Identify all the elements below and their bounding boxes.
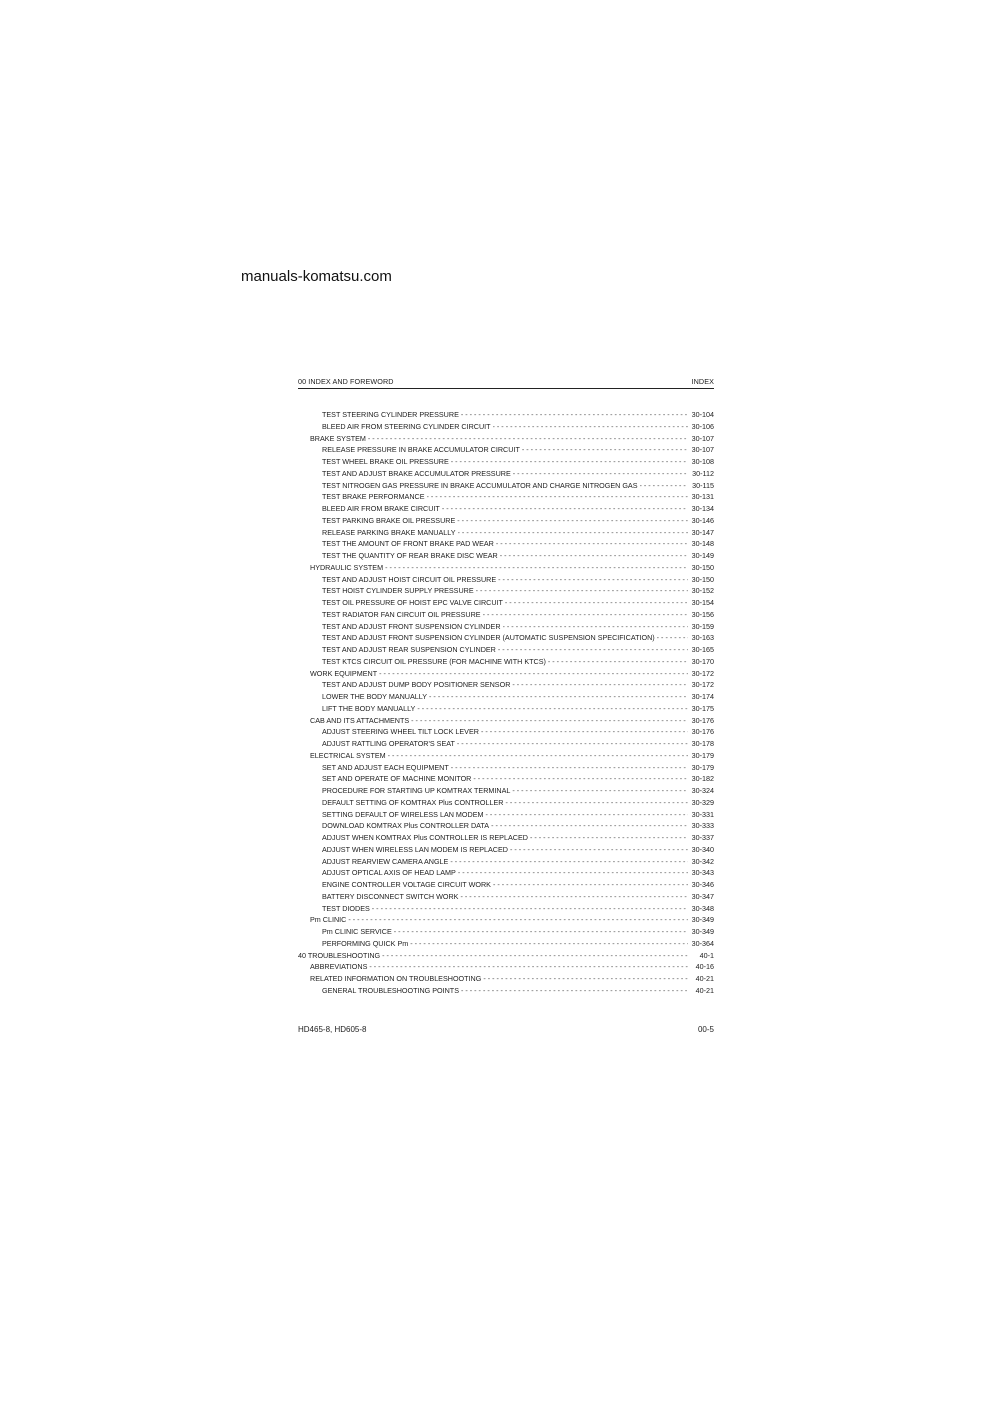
toc-entry[interactable] xyxy=(298,809,714,821)
toc-entry[interactable] xyxy=(298,762,714,774)
toc-leader-dots xyxy=(461,985,688,997)
header-index-label: INDEX xyxy=(691,377,714,386)
toc-entry[interactable] xyxy=(298,456,714,468)
toc-leader-dots xyxy=(505,597,688,609)
toc-leader-dots xyxy=(522,444,688,456)
toc-leader-dots xyxy=(481,726,688,738)
toc-entry-page: 30-112 xyxy=(692,468,714,478)
toc-entry-page: 30-349 xyxy=(691,915,714,925)
toc-entry[interactable] xyxy=(298,468,714,480)
toc-leader-dots xyxy=(457,515,688,527)
toc-entry[interactable] xyxy=(298,844,714,856)
toc-entry-page: 30-172 xyxy=(691,680,714,690)
toc-entry-title: TEST PARKING BRAKE OIL PRESSURE xyxy=(322,515,456,525)
toc-leader-dots xyxy=(503,621,688,633)
toc-leader-dots xyxy=(512,785,688,797)
toc-leader-dots xyxy=(394,926,688,938)
toc-entry[interactable] xyxy=(298,679,714,691)
toc-leader-dots xyxy=(510,844,688,856)
toc-entry[interactable] xyxy=(298,797,714,809)
toc-entry[interactable] xyxy=(298,785,714,797)
toc-entry[interactable] xyxy=(298,609,714,621)
watermark-text: manuals-komatsu.com xyxy=(241,268,392,285)
toc-entry-page: 30-159 xyxy=(691,621,714,631)
toc-entry[interactable] xyxy=(298,903,714,915)
toc-leader-dots xyxy=(372,903,688,915)
toc-entry-page: 30-342 xyxy=(691,856,714,866)
toc-leader-dots xyxy=(473,773,688,785)
toc-entry[interactable] xyxy=(298,409,714,421)
toc-entry-title: ADJUST STEERING WHEEL TILT LOCK LEVER xyxy=(322,727,479,737)
toc-entry-title: WORK EQUIPMENT xyxy=(310,668,378,678)
toc-entry-page: 30-165 xyxy=(691,645,714,654)
toc-entry-page: 40-21 xyxy=(695,985,714,995)
toc-entry-page: 30-182 xyxy=(691,774,714,784)
toc-leader-dots xyxy=(498,644,688,656)
toc-entry[interactable] xyxy=(298,585,714,597)
toc-entry-title: TEST AND ADJUST BRAKE ACCUMULATOR PRESSURE xyxy=(322,468,511,478)
toc-entry[interactable] xyxy=(298,550,714,562)
toc-entry[interactable] xyxy=(298,914,714,926)
toc-entry-title: RELEASE PRESSURE IN BRAKE ACCUMULATOR CIRCUIT xyxy=(322,445,520,455)
toc-leader-dots xyxy=(379,668,688,680)
toc-leader-dots xyxy=(491,820,688,832)
header-section-title: 00 INDEX AND FOREWORD xyxy=(298,377,394,386)
toc-entry-page: 30-148 xyxy=(691,539,714,549)
toc-entry-title: BLEED AIR FROM BRAKE CIRCUIT xyxy=(322,504,440,513)
toc-entry-title: TEST RADIATOR FAN CIRCUIT OIL PRESSURE xyxy=(322,609,481,619)
toc-entry-title: GENERAL TROUBLESHOOTING POINTS xyxy=(322,985,459,995)
toc-entry-page: 40-16 xyxy=(695,962,714,972)
toc-entry[interactable] xyxy=(298,491,714,503)
toc-entry-title: RELATED INFORMATION ON TROUBLESHOOTING xyxy=(310,974,482,983)
toc-entry[interactable] xyxy=(298,856,714,868)
toc-entry-page: 30-146 xyxy=(691,515,714,525)
toc-entry-page: 30-176 xyxy=(691,727,714,737)
toc-entry-title: Pm CLINIC xyxy=(310,915,347,925)
toc-entry-title: ADJUST REARVIEW CAMERA ANGLE xyxy=(322,856,449,866)
toc-entry-page: 40-1 xyxy=(699,950,714,960)
toc-entry[interactable] xyxy=(298,527,714,539)
toc-entry-page: 30-343 xyxy=(691,868,714,878)
toc-leader-dots xyxy=(458,527,688,539)
toc-entry-title: TEST AND ADJUST DUMP BODY POSITIONER SENSOR xyxy=(322,680,511,690)
toc-entry-page: 30-152 xyxy=(691,586,714,596)
toc-entry-title: DEFAULT SETTING OF KOMTRAX Plus CONTROLLER xyxy=(322,797,504,807)
table-of-contents xyxy=(298,409,714,997)
toc-entry-page: 30-179 xyxy=(691,762,714,772)
toc-leader-dots xyxy=(496,538,688,550)
toc-entry-page: 30-150 xyxy=(691,562,714,572)
toc-entry-page: 30-331 xyxy=(691,809,714,819)
toc-entry-page: 30-364 xyxy=(691,938,714,948)
toc-entry-title: ABBREVIATIONS xyxy=(310,962,368,972)
toc-leader-dots xyxy=(451,456,688,468)
toc-entry[interactable] xyxy=(298,691,714,703)
toc-entry-title: ADJUST RATTLING OPERATOR'S SEAT xyxy=(322,739,455,748)
toc-entry[interactable] xyxy=(298,715,714,727)
toc-leader-dots xyxy=(427,491,688,503)
toc-leader-dots xyxy=(460,891,688,903)
toc-entry[interactable] xyxy=(298,668,714,680)
toc-leader-dots xyxy=(461,409,688,421)
toc-entry[interactable] xyxy=(298,879,714,891)
toc-entry-page: 30-178 xyxy=(691,739,714,748)
toc-entry-page: 30-108 xyxy=(691,457,714,466)
toc-entry-title: TEST AND ADJUST REAR SUSPENSION CYLINDER xyxy=(322,645,496,654)
toc-entry-title: BATTERY DISCONNECT SWITCH WORK xyxy=(322,891,459,901)
toc-entry-page: 30-324 xyxy=(691,786,714,795)
toc-entry[interactable] xyxy=(298,726,714,738)
toc-leader-dots xyxy=(476,585,688,597)
footer-model-label: HD465-8, HD605-8 xyxy=(298,1025,367,1034)
toc-entry[interactable] xyxy=(298,597,714,609)
toc-leader-dots xyxy=(485,809,688,821)
toc-leader-dots xyxy=(458,867,688,879)
toc-entry[interactable] xyxy=(298,950,714,962)
toc-entry-page: 30-106 xyxy=(691,421,714,431)
toc-entry-title: TEST BRAKE PERFORMANCE xyxy=(322,492,425,502)
toc-entry-title: TEST AND ADJUST FRONT SUSPENSION CYLINDER (AUTOMATIC SUSPENSION SPECIFICATION) xyxy=(322,633,655,643)
toc-entry-page: 30-115 xyxy=(692,480,714,490)
toc-entry[interactable] xyxy=(298,738,714,750)
toc-entry-title: SET AND ADJUST EACH EQUIPMENT xyxy=(322,762,449,772)
toc-entry[interactable] xyxy=(298,480,714,492)
toc-entry-title: TEST OIL PRESSURE OF HOIST EPC VALVE CIRCUIT xyxy=(322,598,503,607)
toc-entry-title: LIFT THE BODY MANUALLY xyxy=(322,703,416,713)
toc-entry-page: 30-340 xyxy=(691,844,714,854)
toc-entry[interactable] xyxy=(298,562,714,574)
toc-entry-page: 30-134 xyxy=(691,504,714,513)
toc-leader-dots xyxy=(368,433,688,445)
toc-entry-page: 30-154 xyxy=(691,598,714,607)
toc-leader-dots xyxy=(429,691,688,703)
toc-leader-dots xyxy=(442,503,688,515)
toc-entry[interactable] xyxy=(298,632,714,644)
toc-entry[interactable] xyxy=(298,433,714,445)
toc-entry[interactable] xyxy=(298,985,714,997)
toc-entry-page: 30-147 xyxy=(691,527,714,537)
page-header xyxy=(298,377,714,389)
toc-leader-dots xyxy=(640,480,688,492)
toc-leader-dots xyxy=(385,562,688,574)
toc-entry-title: ADJUST WHEN KOMTRAX Plus CONTROLLER IS REPLACED xyxy=(322,833,528,842)
toc-entry[interactable] xyxy=(298,832,714,844)
toc-entry-page: 30-333 xyxy=(691,821,714,831)
toc-leader-dots xyxy=(498,574,688,586)
toc-entry-title: RELEASE PARKING BRAKE MANUALLY xyxy=(322,527,456,537)
toc-entry-page: 30-176 xyxy=(691,715,714,725)
toc-entry-title: TEST DIODES xyxy=(322,903,370,913)
toc-leader-dots xyxy=(513,468,688,480)
toc-entry[interactable] xyxy=(298,926,714,938)
toc-entry-title: ADJUST WHEN WIRELESS LAN MODEM IS REPLACED xyxy=(322,844,508,854)
toc-entry-title: TEST WHEEL BRAKE OIL PRESSURE xyxy=(322,457,449,466)
toc-entry-title: Pm CLINIC SERVICE xyxy=(322,927,392,936)
toc-entry[interactable] xyxy=(298,973,714,985)
toc-leader-dots xyxy=(493,421,688,433)
toc-leader-dots xyxy=(512,679,688,691)
page-footer xyxy=(298,1025,714,1034)
toc-leader-dots xyxy=(493,879,688,891)
toc-entry[interactable] xyxy=(298,538,714,550)
toc-entry[interactable] xyxy=(298,938,714,950)
toc-entry-page: 30-349 xyxy=(691,927,714,936)
toc-entry-page: 30-346 xyxy=(691,880,714,889)
toc-leader-dots xyxy=(450,856,688,868)
toc-entry-title: TEST THE QUANTITY OF REAR BRAKE DISC WEAR xyxy=(322,551,498,560)
toc-entry-title: TEST NITROGEN GAS PRESSURE IN BRAKE ACCUMULATOR AND CHARGE NITROGEN GAS xyxy=(322,480,638,490)
toc-entry-title: ELECTRICAL SYSTEM xyxy=(310,750,386,760)
toc-entry-page: 30-174 xyxy=(691,692,714,701)
toc-leader-dots xyxy=(451,762,688,774)
toc-entry[interactable] xyxy=(298,820,714,832)
toc-leader-dots xyxy=(548,656,688,668)
toc-entry[interactable] xyxy=(298,503,714,515)
toc-leader-dots xyxy=(417,703,688,715)
toc-entry-title: SET AND OPERATE OF MACHINE MONITOR xyxy=(322,774,472,784)
toc-leader-dots xyxy=(457,738,688,750)
toc-entry-page: 30-149 xyxy=(691,551,714,560)
toc-entry-page: 30-150 xyxy=(691,574,714,584)
toc-entry-title: PROCEDURE FOR STARTING UP KOMTRAX TERMINAL xyxy=(322,786,511,795)
toc-entry[interactable] xyxy=(298,421,714,433)
toc-entry-title: ADJUST OPTICAL AXIS OF HEAD LAMP xyxy=(322,868,456,878)
toc-entry-page: 30-347 xyxy=(691,891,714,901)
toc-entry-page: 30-156 xyxy=(691,609,714,619)
toc-entry[interactable] xyxy=(298,515,714,527)
toc-entry-page: 30-348 xyxy=(691,903,714,913)
toc-entry-page: 30-107 xyxy=(691,445,714,455)
toc-entry-title: HYDRAULIC SYSTEM xyxy=(310,562,384,572)
toc-entry-page: 40-21 xyxy=(695,974,714,983)
toc-leader-dots xyxy=(500,550,688,562)
toc-leader-dots xyxy=(411,715,688,727)
toc-entry-title: PERFORMING QUICK Pm xyxy=(322,938,409,948)
toc-entry-page: 30-337 xyxy=(691,833,714,842)
toc-entry[interactable] xyxy=(298,750,714,762)
toc-entry-page: 30-175 xyxy=(691,703,714,713)
toc-leader-dots xyxy=(382,950,688,962)
toc-leader-dots xyxy=(530,832,688,844)
toc-entry-title: DOWNLOAD KOMTRAX Plus CONTROLLER DATA xyxy=(322,821,490,831)
footer-page-number: 00-5 xyxy=(697,1025,714,1034)
toc-entry-title: CAB AND ITS ATTACHMENTS xyxy=(310,715,410,725)
toc-entry-title: ENGINE CONTROLLER VOLTAGE CIRCUIT WORK xyxy=(322,880,491,889)
toc-entry[interactable] xyxy=(298,444,714,456)
toc-entry-title: BRAKE SYSTEM xyxy=(310,433,366,443)
toc-entry-page: 30-329 xyxy=(691,797,714,807)
toc-entry[interactable] xyxy=(298,961,714,973)
toc-leader-dots xyxy=(369,961,688,973)
toc-entry-page: 30-179 xyxy=(691,750,714,760)
toc-entry-title: SETTING DEFAULT OF WIRELESS LAN MODEM xyxy=(322,809,484,819)
toc-leader-dots xyxy=(388,750,688,762)
toc-entry-page: 30-163 xyxy=(691,633,714,643)
toc-entry-page: 30-172 xyxy=(691,668,714,678)
toc-entry-page: 30-170 xyxy=(691,656,714,666)
toc-entry[interactable] xyxy=(298,644,714,656)
toc-leader-dots xyxy=(657,632,688,644)
toc-entry-title: TEST AND ADJUST HOIST CIRCUIT OIL PRESSURE xyxy=(322,574,497,584)
toc-entry-title: TEST STEERING CYLINDER PRESSURE xyxy=(322,410,459,419)
toc-entry-title: LOWER THE BODY MANUALLY xyxy=(322,692,428,701)
toc-leader-dots xyxy=(348,914,688,926)
toc-entry[interactable] xyxy=(298,703,714,715)
toc-entry[interactable] xyxy=(298,574,714,586)
toc-entry-title: TEST THE AMOUNT OF FRONT BRAKE PAD WEAR xyxy=(322,539,494,549)
toc-entry-title: 40 TROUBLESHOOTING xyxy=(298,950,381,960)
toc-entry[interactable] xyxy=(298,773,714,785)
toc-entry[interactable] xyxy=(298,656,714,668)
toc-entry-page: 30-104 xyxy=(691,410,714,419)
toc-entry[interactable] xyxy=(298,621,714,633)
toc-leader-dots xyxy=(410,938,688,950)
toc-leader-dots xyxy=(483,973,688,985)
toc-entry[interactable] xyxy=(298,891,714,903)
toc-entry-title: TEST KTCS CIRCUIT OIL PRESSURE (FOR MACHINE WITH KTCS) xyxy=(322,656,546,666)
toc-entry-page: 30-131 xyxy=(691,492,714,502)
toc-entry-title: TEST AND ADJUST FRONT SUSPENSION CYLINDER xyxy=(322,621,501,631)
toc-entry-page: 30-107 xyxy=(691,433,714,443)
toc-leader-dots xyxy=(505,797,688,809)
toc-leader-dots xyxy=(483,609,688,621)
toc-entry[interactable] xyxy=(298,867,714,879)
toc-entry-title: TEST HOIST CYLINDER SUPPLY PRESSURE xyxy=(322,586,474,596)
toc-entry-title: BLEED AIR FROM STEERING CYLINDER CIRCUIT xyxy=(322,421,491,431)
